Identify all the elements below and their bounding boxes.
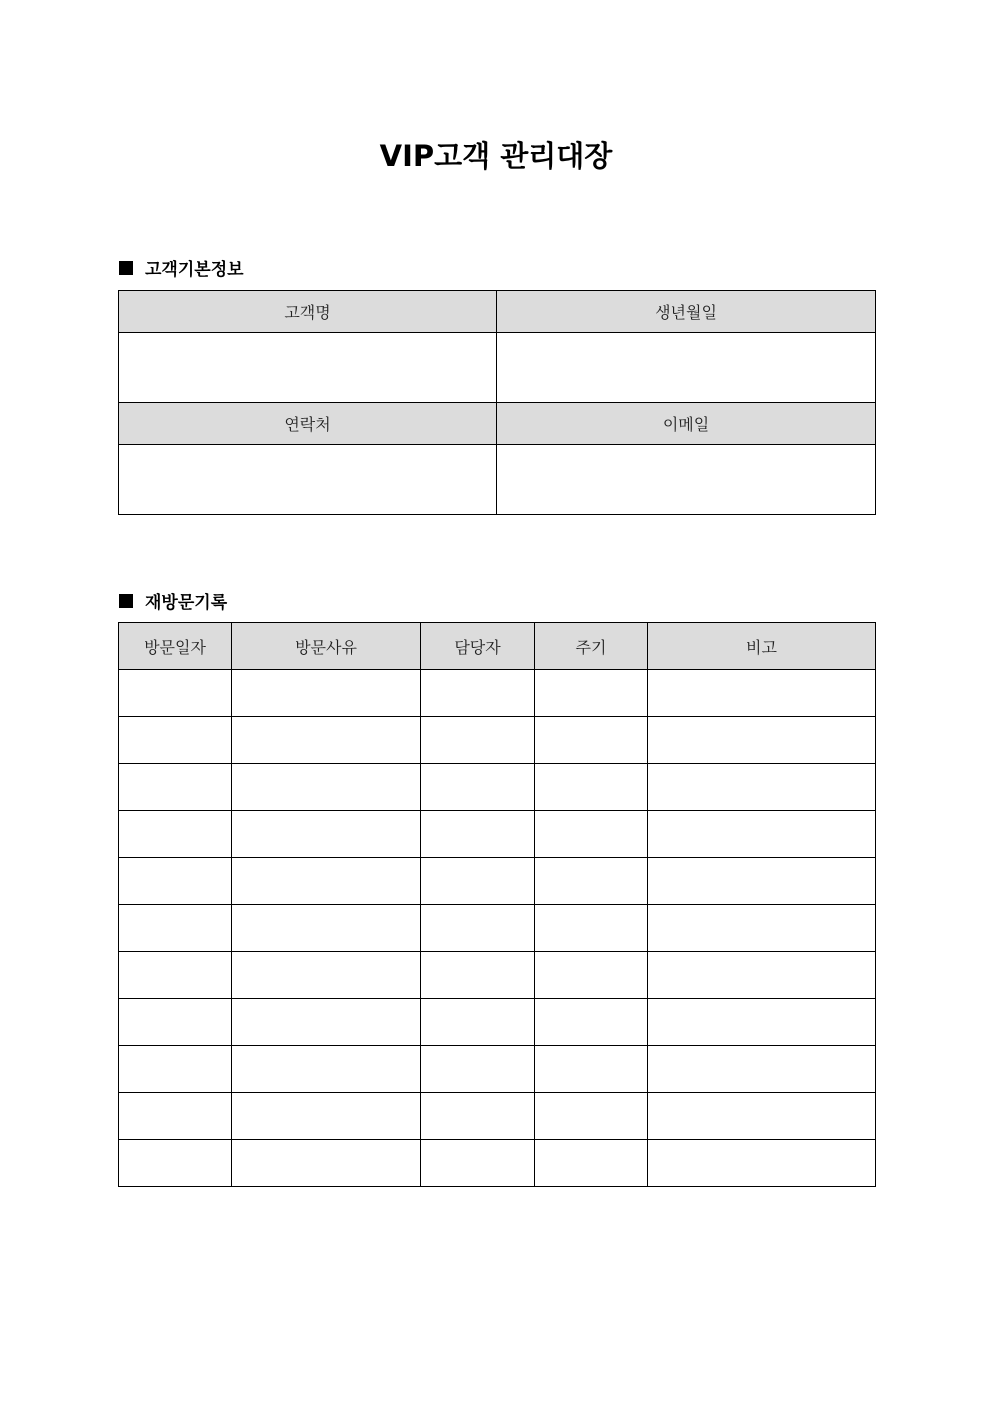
visit-reason-cell[interactable] [232, 811, 421, 858]
visit-date-cell[interactable] [119, 858, 232, 905]
staff-cell[interactable] [421, 717, 535, 764]
field-label-contact: 연락처 [119, 403, 497, 445]
square-bullet-icon [119, 594, 133, 608]
cycle-cell[interactable] [535, 717, 648, 764]
birthdate-field[interactable] [497, 333, 876, 403]
table-row [119, 1140, 876, 1187]
visit-reason-cell[interactable] [232, 858, 421, 905]
staff-cell[interactable] [421, 1046, 535, 1093]
staff-cell[interactable] [421, 811, 535, 858]
visit-date-cell[interactable] [119, 670, 232, 717]
visit-date-cell[interactable] [119, 764, 232, 811]
notes-cell[interactable] [648, 1140, 876, 1187]
contact-field[interactable] [119, 445, 497, 515]
staff-cell[interactable] [421, 952, 535, 999]
visit-reason-cell[interactable] [232, 1093, 421, 1140]
notes-cell[interactable] [648, 952, 876, 999]
visit-reason-cell[interactable] [232, 717, 421, 764]
visit-date-cell[interactable] [119, 811, 232, 858]
visit-date-cell[interactable] [119, 999, 232, 1046]
visit-reason-cell[interactable] [232, 764, 421, 811]
email-field[interactable] [497, 445, 876, 515]
notes-cell[interactable] [648, 764, 876, 811]
page-title: VIP고객 관리대장 [379, 139, 613, 173]
cycle-cell[interactable] [535, 764, 648, 811]
table-row [119, 952, 876, 999]
staff-cell[interactable] [421, 858, 535, 905]
table-row [119, 811, 876, 858]
field-label-customer-name: 고객명 [119, 291, 497, 333]
table-row [119, 1093, 876, 1140]
cycle-cell[interactable] [535, 1140, 648, 1187]
field-label-birthdate: 생년월일 [497, 291, 876, 333]
visit-date-cell[interactable] [119, 905, 232, 952]
table-row [119, 717, 876, 764]
notes-cell[interactable] [648, 858, 876, 905]
staff-cell[interactable] [421, 1140, 535, 1187]
visit-reason-cell[interactable] [232, 952, 421, 999]
notes-cell[interactable] [648, 1093, 876, 1140]
notes-cell[interactable] [648, 717, 876, 764]
notes-cell[interactable] [648, 811, 876, 858]
cycle-cell[interactable] [535, 670, 648, 717]
table-row [119, 670, 876, 717]
staff-cell[interactable] [421, 905, 535, 952]
basic-info-table [118, 290, 876, 515]
table-row [119, 764, 876, 811]
cycle-cell[interactable] [535, 999, 648, 1046]
column-header-visit-date: 방문일자 [119, 623, 232, 670]
staff-cell[interactable] [421, 670, 535, 717]
table-row [119, 1046, 876, 1093]
column-header-notes: 비고 [648, 623, 876, 670]
visit-date-cell[interactable] [119, 952, 232, 999]
column-header-staff: 담당자 [421, 623, 535, 670]
visit-date-cell[interactable] [119, 1093, 232, 1140]
square-bullet-icon [119, 261, 133, 275]
staff-cell[interactable] [421, 764, 535, 811]
table-row [119, 905, 876, 952]
staff-cell[interactable] [421, 1093, 535, 1140]
cycle-cell[interactable] [535, 1046, 648, 1093]
customer-name-field[interactable] [119, 333, 497, 403]
section-heading-label: 고객기본정보 [145, 260, 244, 280]
revisit-table-body [119, 670, 876, 1187]
cycle-cell[interactable] [535, 858, 648, 905]
visit-reason-cell[interactable] [232, 1140, 421, 1187]
notes-cell[interactable] [648, 670, 876, 717]
visit-date-cell[interactable] [119, 1140, 232, 1187]
notes-cell[interactable] [648, 905, 876, 952]
staff-cell[interactable] [421, 999, 535, 1046]
visit-reason-cell[interactable] [232, 670, 421, 717]
table-row [119, 999, 876, 1046]
visit-reason-cell[interactable] [232, 1046, 421, 1093]
notes-cell[interactable] [648, 1046, 876, 1093]
section-heading-basic-info [119, 255, 244, 280]
column-header-visit-reason: 방문사유 [232, 623, 421, 670]
cycle-cell[interactable] [535, 905, 648, 952]
visit-reason-cell[interactable] [232, 999, 421, 1046]
notes-cell[interactable] [648, 999, 876, 1046]
section-heading-revisit [119, 588, 227, 613]
visit-date-cell[interactable] [119, 717, 232, 764]
table-row [119, 858, 876, 905]
cycle-cell[interactable] [535, 1093, 648, 1140]
revisit-table [118, 622, 876, 1187]
cycle-cell[interactable] [535, 952, 648, 999]
column-header-cycle: 주기 [535, 623, 648, 670]
visit-reason-cell[interactable] [232, 905, 421, 952]
section-heading-label: 재방문기록 [145, 593, 228, 613]
cycle-cell[interactable] [535, 811, 648, 858]
visit-date-cell[interactable] [119, 1046, 232, 1093]
field-label-email: 이메일 [497, 403, 876, 445]
